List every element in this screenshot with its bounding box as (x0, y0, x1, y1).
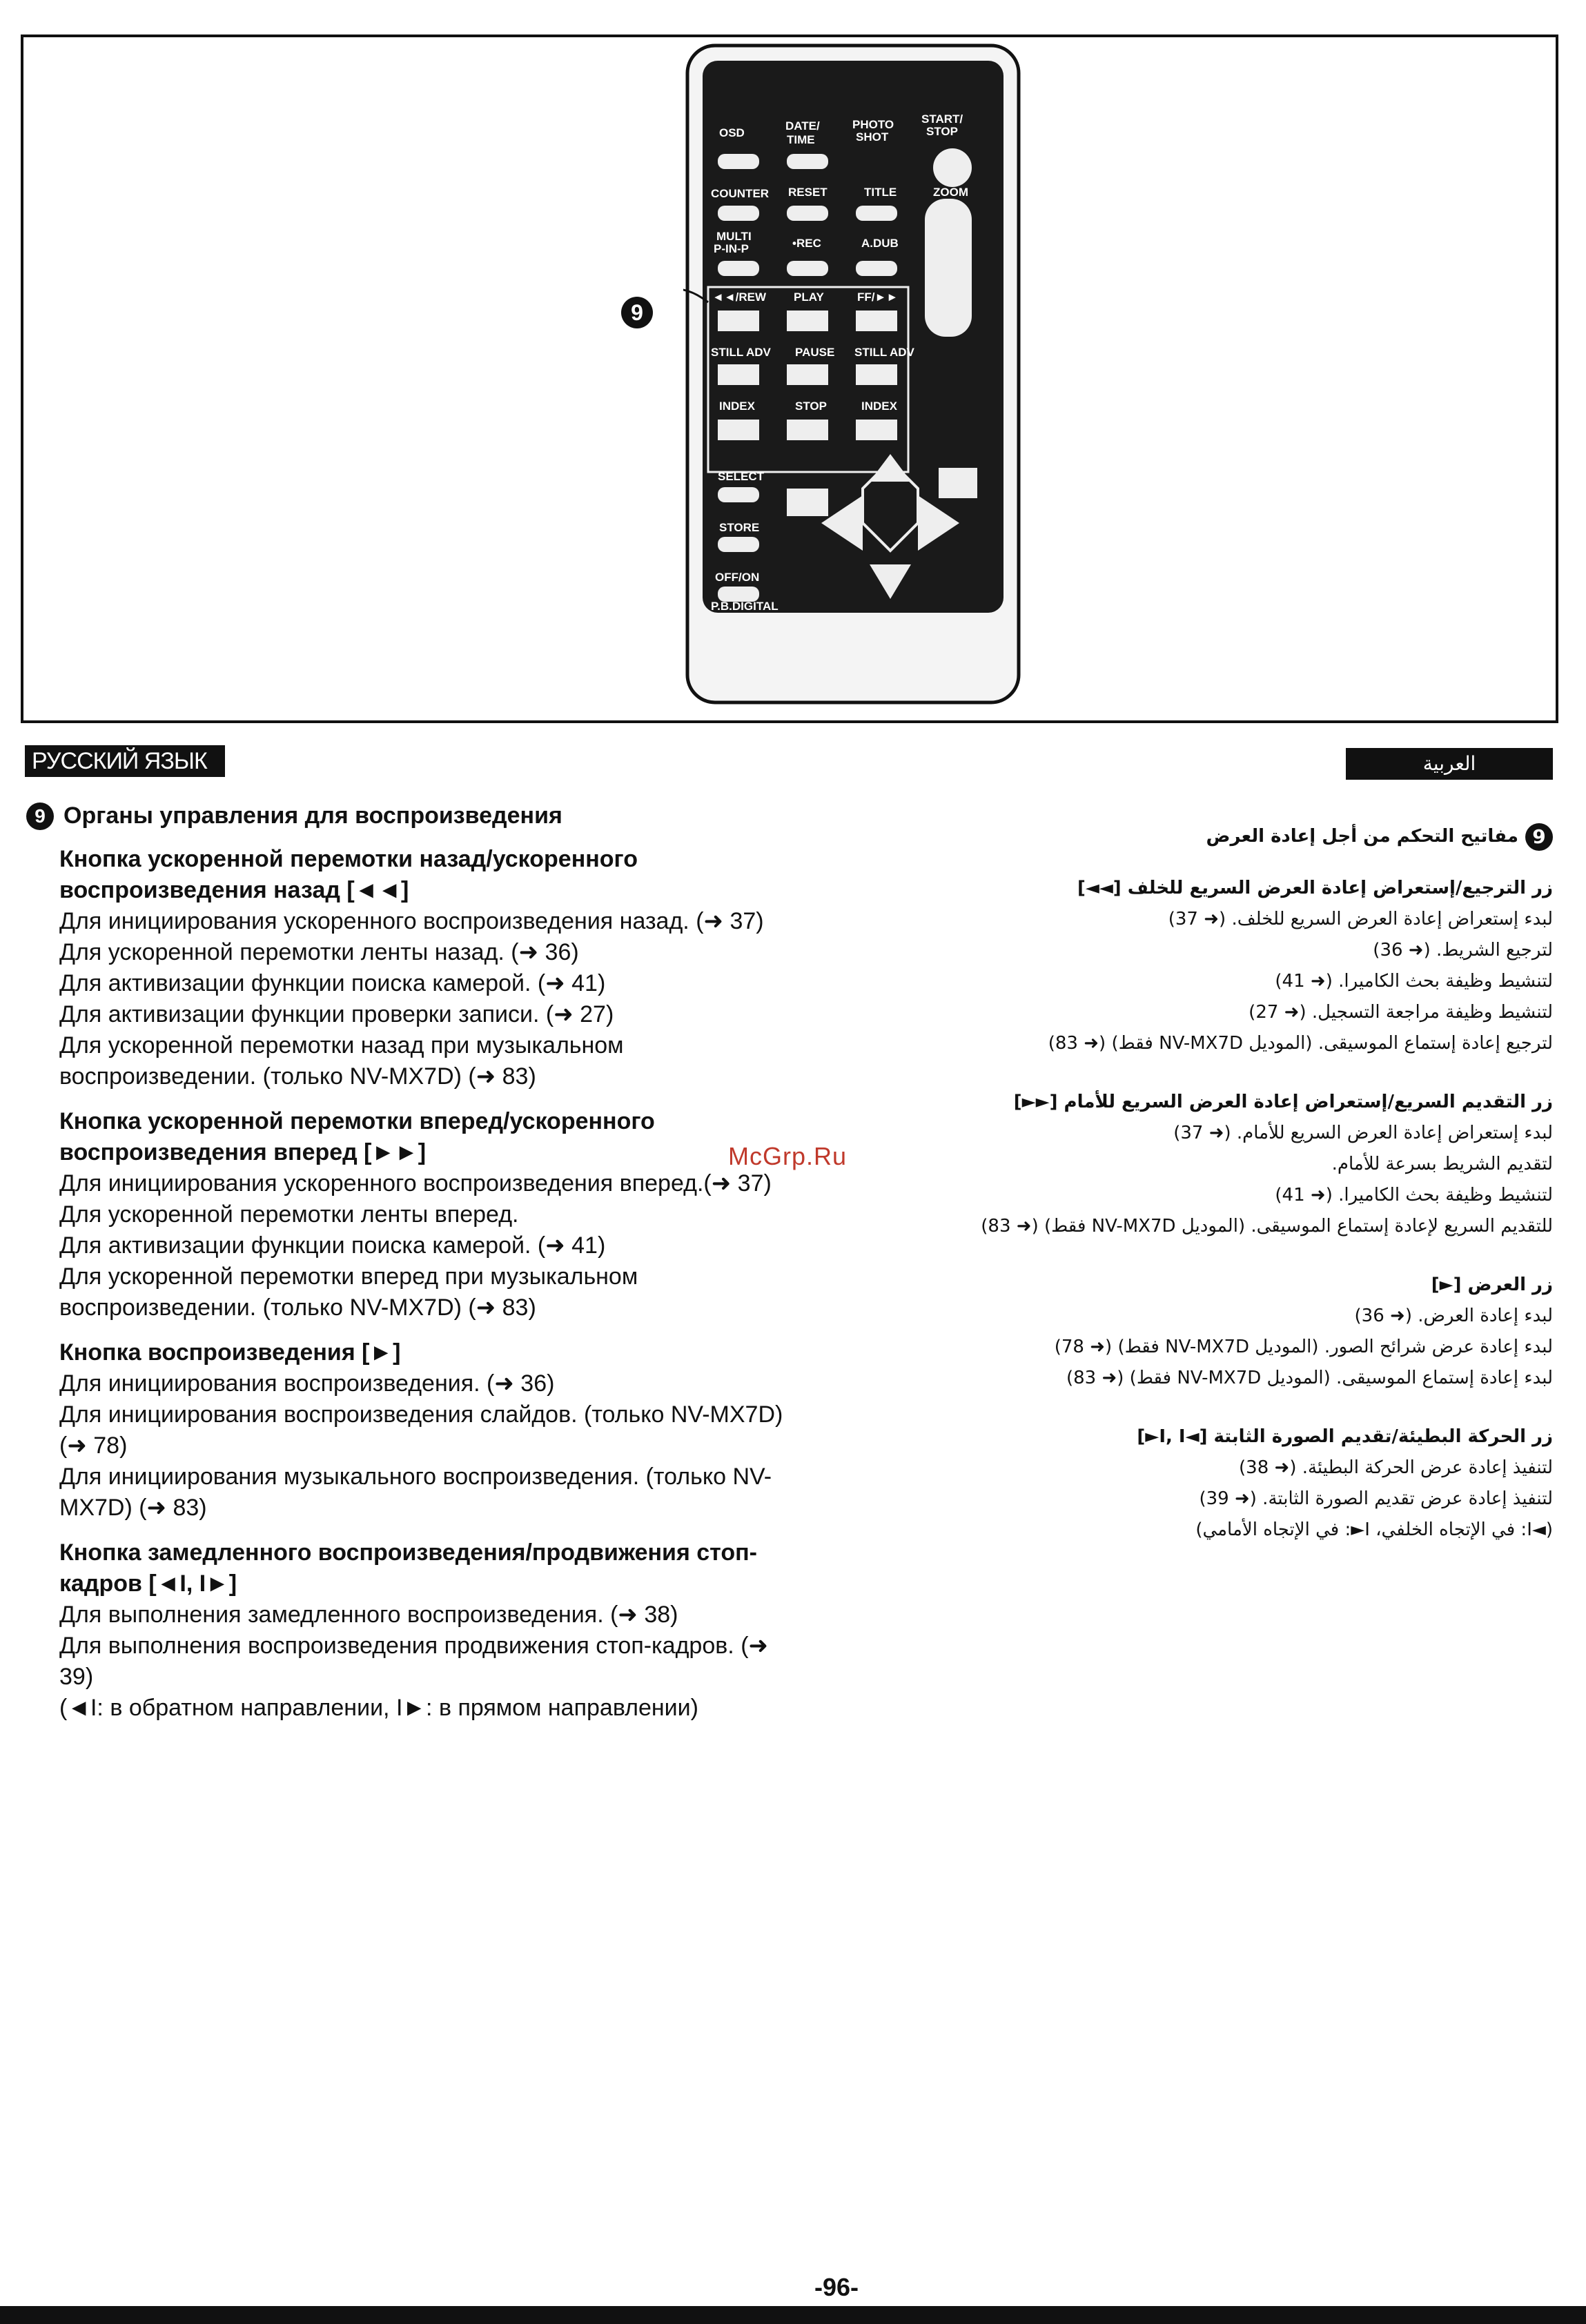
footer-bar (0, 2306, 1586, 2324)
svg-text:PHOTO: PHOTO (852, 118, 894, 131)
section-line: لبدء إعادة عرض شرائح الصور. (الموديل NV-MX7D فقط) (➜ 78) (1054, 1337, 1553, 1357)
section-line: لترجيع الشريط. (➜ 36) (1373, 940, 1553, 961)
section-title: زر الترجيع/إستعراض إعادة العرض السريع للخلف [◄◄] (1077, 878, 1553, 898)
section-line: لبدء إعادة إستماع الموسيقى. (الموديل NV-MX7D فقط) (➜ 83) (1066, 1368, 1553, 1388)
svg-text:COUNTER: COUNTER (711, 187, 770, 200)
callout-9: 9 (621, 297, 653, 328)
section-line: Для активизации функции поиска камерой. (➜ 41) (59, 970, 606, 996)
section-line: Для ускоренной перемотки ленты вперед. (59, 1201, 519, 1228)
section-line: لتقديم الشريط بسرعة للأمام. (1331, 1154, 1553, 1174)
watermark: McGrp.Ru (728, 1142, 848, 1170)
section-line: لتنشيط وظيفة مراجعة التسجيل. (➜ 27) (1249, 1002, 1553, 1023)
svg-text:RESET: RESET (788, 186, 828, 199)
svg-text:STILL ADV: STILL ADV (711, 346, 771, 359)
section-line: لتنفيذ إعادة عرض تقديم الصورة الثابتة. (➜ 39) (1199, 1488, 1553, 1509)
section-title: Кнопка ускоренной перемотки вперед/ускоренного воспроизведения вперед [►►] (59, 1108, 655, 1165)
section-line: للتقديم السريع لإعادة إستماع الموسيقى. (الموديل NV-MX7D فقط) (➜ 83) (981, 1216, 1553, 1237)
section-line: Для выполнения замедленного воспроизведения. (➜ 38) (59, 1602, 678, 1628)
svg-text:STOP: STOP (795, 400, 827, 413)
svg-text:P-IN-P: P-IN-P (714, 242, 749, 255)
section-line: لبدء إعادة العرض. (➜ 36) (1354, 1306, 1553, 1326)
svg-text:INDEX: INDEX (719, 400, 755, 413)
section-play-ar (863, 1270, 1553, 1394)
section-line: Для инициирования ускоренного воспроизведения назад. (➜ 37) (59, 908, 764, 934)
section-line: لبدء إستعراض إعادة العرض السريع للأمام. (➜ 37) (1173, 1123, 1553, 1143)
section-line: لترجيع إعادة إستماع الموسيقى. (الموديل NV-MX7D فقط) (➜ 83) (1048, 1033, 1553, 1054)
section-line: لبدء إستعراض إعادة العرض السريع للخلف. (➜ 37) (1168, 909, 1553, 929)
section-rewind-ar (863, 873, 1553, 1059)
section-title: زر الحركة البطيئة/تقديم الصورة الثابتة [◄I, I►] (1137, 1426, 1553, 1447)
svg-text:◄◄/REW: ◄◄/REW (712, 290, 767, 304)
svg-text:TIME: TIME (787, 133, 815, 146)
section-line: Для активизации функции поиска камерой. (➜ 41) (59, 1232, 606, 1259)
section-line: Для инициирования музыкального воспроизведения. (только NV-MX7D) (➜ 83) (59, 1464, 772, 1521)
section-title: زر التقديم السريع/إستعراض إعادة العرض السريع للأمام [►►] (1013, 1092, 1553, 1112)
svg-text:OFF/ON: OFF/ON (715, 571, 760, 584)
section-line: (◄I: في الإتجاه الخلفي، I►: في الإتجاه الأمامي) (1195, 1519, 1553, 1540)
section-slow-still-ar (863, 1421, 1553, 1546)
svg-text:•REC: •REC (792, 237, 821, 250)
section-title: Кнопка замедленного воспроизведения/продвижения стоп-кадров [◄I, I►] (59, 1539, 757, 1597)
section-line: لتنشيط وظيفة بحث الكاميرا. (➜ 41) (1275, 1185, 1553, 1205)
section-line: Для активизации функции проверки записи. (➜ 27) (59, 1001, 614, 1027)
page-number: -96- (814, 2273, 859, 2301)
section-rewind (59, 844, 792, 1092)
section-line: Для ускоренной перемотки назад при музыкальном воспроизведении. (только NV-MX7D) (➜ 83) (59, 1032, 624, 1090)
russian-language-tab: РУССКИЙ ЯЗЫК (25, 745, 225, 777)
svg-text:STOP: STOP (926, 125, 958, 138)
heading-number-badge: 9 (1525, 823, 1553, 851)
svg-text:MULTI: MULTI (716, 230, 752, 243)
section-play (59, 1337, 792, 1524)
remote-control-illustration (683, 40, 1028, 709)
section-line: لتنشيط وظيفة بحث الكاميرا. (➜ 41) (1275, 971, 1553, 992)
section-title: Кнопка ускоренной перемотки назад/ускоренного воспроизведения назад [◄◄] (59, 846, 638, 903)
svg-text:ZOOM: ZOOM (933, 186, 968, 199)
section-line: (◄I: в обратном направлении, I►: в прямом направлении) (59, 1695, 698, 1721)
section-line: Для ускоренной перемотки вперед при музыкальном воспроизведении. (только NV-MX7D) (➜ 83) (59, 1263, 638, 1321)
svg-text:SHOT: SHOT (856, 130, 889, 144)
section-fast-forward (59, 1106, 792, 1323)
svg-text:A.DUB: A.DUB (861, 237, 899, 250)
arabic-language-tab: العربية (1346, 748, 1553, 780)
heading-number-badge: 9 (26, 802, 54, 830)
section-title: Кнопка воспроизведения [►] (59, 1339, 401, 1366)
arabic-heading (863, 821, 1553, 852)
section-title: زر العرض [►] (1431, 1274, 1553, 1295)
svg-text:OSD: OSD (719, 126, 745, 139)
svg-text:DATE/: DATE/ (785, 119, 820, 132)
russian-heading (26, 800, 792, 831)
svg-text:SELECT: SELECT (718, 470, 765, 483)
arabic-column (863, 821, 1553, 1573)
russian-column (26, 800, 792, 1737)
svg-text:INDEX: INDEX (861, 400, 897, 413)
section-line: Для инициирования ускоренного воспроизведения вперед.(➜ 37) (59, 1170, 772, 1197)
section-line: Для ускоренной перемотки ленты назад. (➜ 36) (59, 939, 579, 965)
section-line: Для выполнения воспроизведения продвижения стоп-кадров. (➜ 39) (59, 1633, 769, 1690)
svg-text:TITLE: TITLE (864, 186, 897, 199)
svg-text:P.B.DIGITAL: P.B.DIGITAL (711, 600, 779, 613)
svg-text:FF/►►: FF/►► (857, 290, 899, 304)
heading-text: مفاتيح التحكم من أجل إعادة العرض (1206, 826, 1518, 847)
section-fast-forward-ar (863, 1087, 1553, 1242)
heading-text: Органы управления для воспроизведения (63, 802, 562, 829)
svg-text:PLAY: PLAY (794, 290, 824, 304)
svg-text:STILL ADV: STILL ADV (854, 346, 914, 359)
section-line: Для инициирования воспроизведения. (➜ 36) (59, 1370, 555, 1397)
section-line: لتنفيذ إعادة عرض الحركة البطيئة. (➜ 38) (1239, 1457, 1553, 1478)
svg-text:START/: START/ (921, 112, 963, 126)
section-slow-still (59, 1537, 792, 1724)
svg-text:STORE: STORE (719, 521, 760, 534)
svg-text:PAUSE: PAUSE (795, 346, 835, 359)
section-line: Для инициирования воспроизведения слайдов. (только NV-MX7D) (➜ 78) (59, 1401, 783, 1459)
